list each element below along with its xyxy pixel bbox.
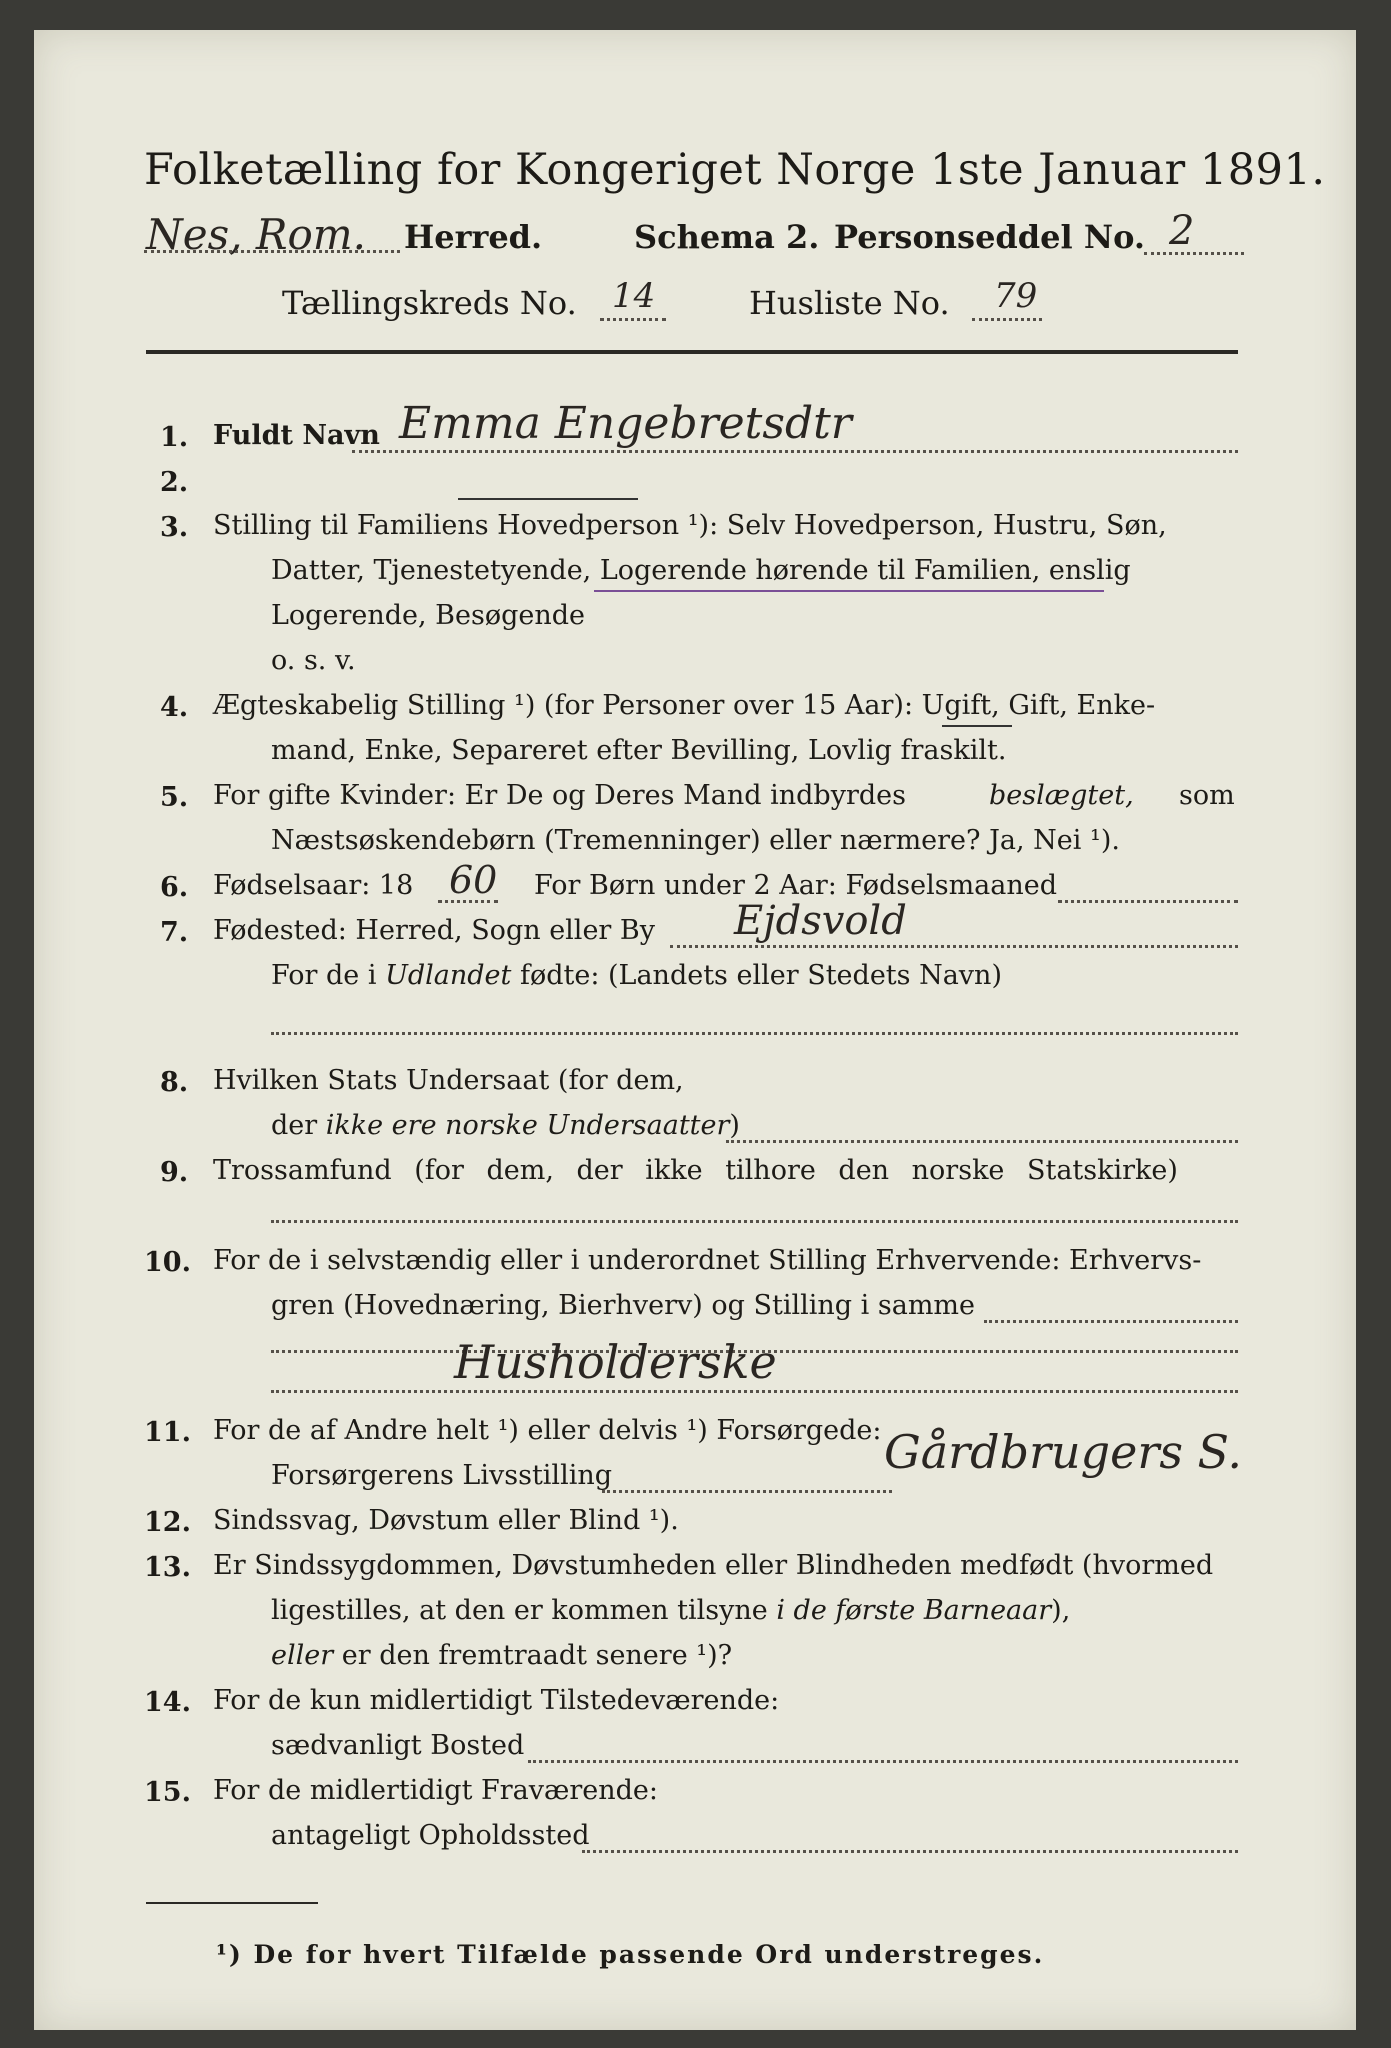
schema-label: Schema 2.	[634, 218, 820, 256]
footnote: ¹) De for hvert Tilfælde passende Ord understreges.	[216, 1940, 1045, 1969]
q15-dotted-line	[582, 1850, 1238, 1853]
q13-number: 13.	[144, 1552, 191, 1583]
q10-dotted-line-a	[984, 1320, 1238, 1323]
q1-dotted-line	[352, 450, 1238, 453]
herred-handwritten: Nes, Rom.	[146, 210, 366, 259]
personseddel-label: Personseddel No.	[834, 218, 1145, 256]
q7-line2a: For de i	[271, 960, 377, 991]
q2-underline	[458, 498, 638, 500]
q15-line2: antageligt Opholdssted	[271, 1820, 590, 1851]
q11-number: 11.	[144, 1417, 191, 1448]
q4-number: 4.	[160, 692, 189, 723]
q10-line2: gren (Hovednæring, Bierhverv) og Stilling i samme	[271, 1290, 976, 1321]
q4-underline	[942, 725, 1012, 727]
q5-line1c: som	[1179, 780, 1235, 811]
q10-line1: For de i selvstændig eller i underordnet Stilling Erhvervende: Erhvervs-	[213, 1245, 1202, 1276]
q8-line2a: der	[271, 1110, 318, 1141]
q13-line2	[271, 1597, 1070, 1624]
herred-dotted-line	[144, 250, 400, 253]
q7-label: Fødested: Herred, Sogn eller By	[213, 915, 656, 946]
q10-occupation: Husholderske	[454, 1335, 777, 1389]
q1-number: 1.	[160, 422, 189, 453]
q2-number: 2.	[160, 467, 189, 498]
kreds-dotted-line	[600, 318, 666, 321]
q6-label2: For Børn under 2 Aar: Fødselsmaaned	[534, 870, 1058, 901]
q7-line2	[271, 962, 1002, 989]
q8-line2b: ikke ere norske Undersaatter	[325, 1110, 730, 1141]
q8-line2c: )	[729, 1110, 740, 1141]
q15-number: 15.	[144, 1777, 191, 1808]
q7-number: 7.	[160, 917, 189, 948]
q6-label: Fødselsaar: 18	[213, 870, 414, 901]
q1-label: Fuldt Navn	[213, 420, 380, 451]
q12-line1: Sindssvag, Døvstum eller Blind ¹).	[213, 1505, 679, 1536]
q11-line1: For de af Andre helt ¹) eller delvis ¹) Forsørgede:	[213, 1415, 882, 1446]
q7-birthplace: Ejdsvold	[734, 898, 907, 944]
q1-full-name: Emma Engebretsdtr	[399, 398, 852, 449]
q4-line1: Ægteskabelig Stilling ¹) (for Personer over 15 Aar): Ugift, Gift, Enke-	[213, 690, 1156, 721]
q5-line1a: For gifte Kvinder: Er De og Deres Mand indbyrdes	[213, 780, 906, 811]
q13-line2a: ligestilles, at den er kommen tilsyne	[271, 1595, 768, 1626]
q6-month-dotted-line	[1058, 900, 1238, 903]
kreds-value: 14	[612, 276, 656, 316]
husliste-value: 79	[994, 276, 1038, 316]
q6-year-dotted-line	[438, 900, 498, 903]
q9-dotted-line	[271, 1220, 1238, 1223]
q14-number: 14.	[144, 1687, 191, 1718]
q6-number: 6.	[160, 872, 189, 903]
q13-line3a: eller	[271, 1640, 334, 1671]
husliste-dotted-line	[972, 318, 1042, 321]
q7-foreign-dotted-line	[271, 1032, 1238, 1035]
q15-line1: For de midlertidigt Fraværende:	[213, 1775, 659, 1806]
q3-number: 3.	[160, 512, 189, 543]
q12-number: 12.	[144, 1507, 191, 1538]
herred-label: Herred.	[404, 218, 543, 256]
q14-line2: sædvanligt Bosted	[271, 1730, 525, 1761]
form-title: Folketælling for Kongeriget Norge 1ste Januar 1891.	[144, 145, 1326, 195]
q4-line2: mand, Enke, Separeret efter Bevilling, Lovlig fraskilt.	[271, 735, 1007, 766]
census-form-page	[34, 30, 1356, 2030]
q3-line2: Datter, Tjenestetyende, Logerende hørende til Familien, enslig	[271, 555, 1131, 586]
personseddel-value: 2	[1169, 208, 1195, 254]
q10-number: 10.	[144, 1247, 191, 1278]
q7-line2b: Udlandet	[385, 960, 512, 991]
header-rule	[146, 350, 1238, 354]
q5-line1b	[989, 782, 1134, 809]
husliste-label: Husliste No.	[749, 284, 950, 322]
q11-provider-occupation: Gårdbrugers S.	[884, 1425, 1243, 1479]
q5-line2: Næstsøskendebørn (Tremenninger) eller nærmere? Ja, Nei ¹).	[271, 825, 1120, 856]
q5-line1b-italic: beslægtet,	[989, 780, 1134, 811]
personseddel-dotted-line	[1144, 252, 1244, 255]
q11-dotted-line	[602, 1490, 892, 1493]
kreds-label: Tællingskreds No.	[282, 284, 577, 322]
q14-dotted-line	[528, 1760, 1238, 1763]
q7-dotted-line	[670, 945, 1238, 948]
q8-line1: Hvilken Stats Undersaat (for dem,	[213, 1065, 684, 1096]
q13-line2c: ),	[1051, 1595, 1071, 1626]
q13-line3b: er den fremtraadt senere ¹)?	[341, 1640, 733, 1671]
q3-line1: Stilling til Familiens Hovedperson ¹): Selv Hovedperson, Hustru, Søn,	[213, 510, 1167, 541]
q7-line2c: fødte: (Landets eller Stedets Navn)	[519, 960, 1002, 991]
q8-line2	[271, 1112, 740, 1139]
q13-line3	[271, 1642, 732, 1669]
q13-line1: Er Sindssygdommen, Døvstumheden eller Blindheden medfødt (hvormed	[213, 1550, 1214, 1581]
q8-number: 8.	[160, 1067, 189, 1098]
q6-birth-year: 60	[449, 858, 498, 902]
q3-underline	[594, 590, 1104, 592]
q9-number: 9.	[160, 1157, 189, 1188]
q3-line4: o. s. v.	[271, 645, 356, 676]
q11-line2: Forsørgerens Livsstilling	[271, 1460, 613, 1491]
footnote-rule	[146, 1902, 318, 1904]
q10-dotted-line-c	[271, 1390, 1238, 1393]
q5-number: 5.	[160, 782, 189, 813]
q9-line1: Trossamfund (for dem, der ikke tilhore den norske Statskirke)	[213, 1155, 1178, 1186]
q14-line1: For de kun midlertidigt Tilstedeværende:	[213, 1685, 780, 1716]
q8-dotted-line	[726, 1140, 1238, 1143]
q3-line3: Logerende, Besøgende	[271, 600, 585, 631]
q13-line2b: i de første Barneaar	[776, 1595, 1052, 1626]
